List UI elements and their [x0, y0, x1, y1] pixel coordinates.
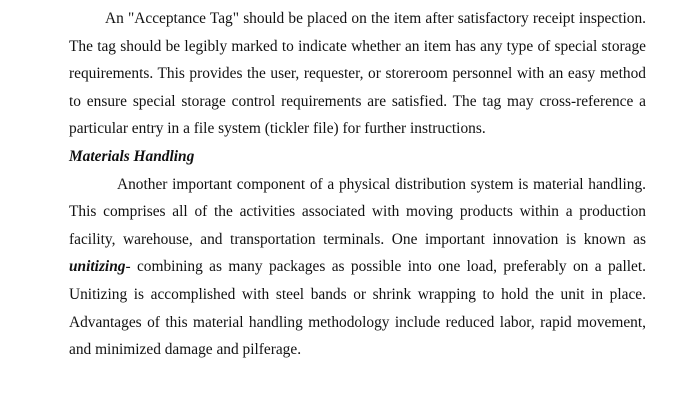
unitizing-term: unitizing [69, 258, 126, 276]
paragraph-text-start: Another important component of a physical distribution system is material handling. This comprises all of the activities associated with moving products within a production facility, warehouse, and transportation terminals. One important innovation is known as [69, 175, 646, 248]
section-heading-materials-handling: Materials Handling [69, 147, 195, 165]
acceptance-tag-paragraph: An "Acceptance Tag" should be placed on the item after satisfactory receipt inspection. The tag should be legibly marked to indicate whether an item has any type of special storage requirements. This provides the user, requester, or storeroom personnel with an easy method to ensure special storage control requirements are satisfied. The tag may cross-reference a particular entry in a file system (tickler file) for further instructions. [69, 10, 646, 138]
document-body [69, 5, 646, 364]
materials-handling-paragraph [69, 171, 646, 364]
paragraph-text-end: - combining as many packages as possible into one load, preferably on a pallet. Unitizing is accomplished with steel bands or shrink wrapping to hold the unit in place. Advantages of this material handling methodology include reduced labor, rapid movement, and minimized damage and pilferage. [69, 258, 646, 359]
